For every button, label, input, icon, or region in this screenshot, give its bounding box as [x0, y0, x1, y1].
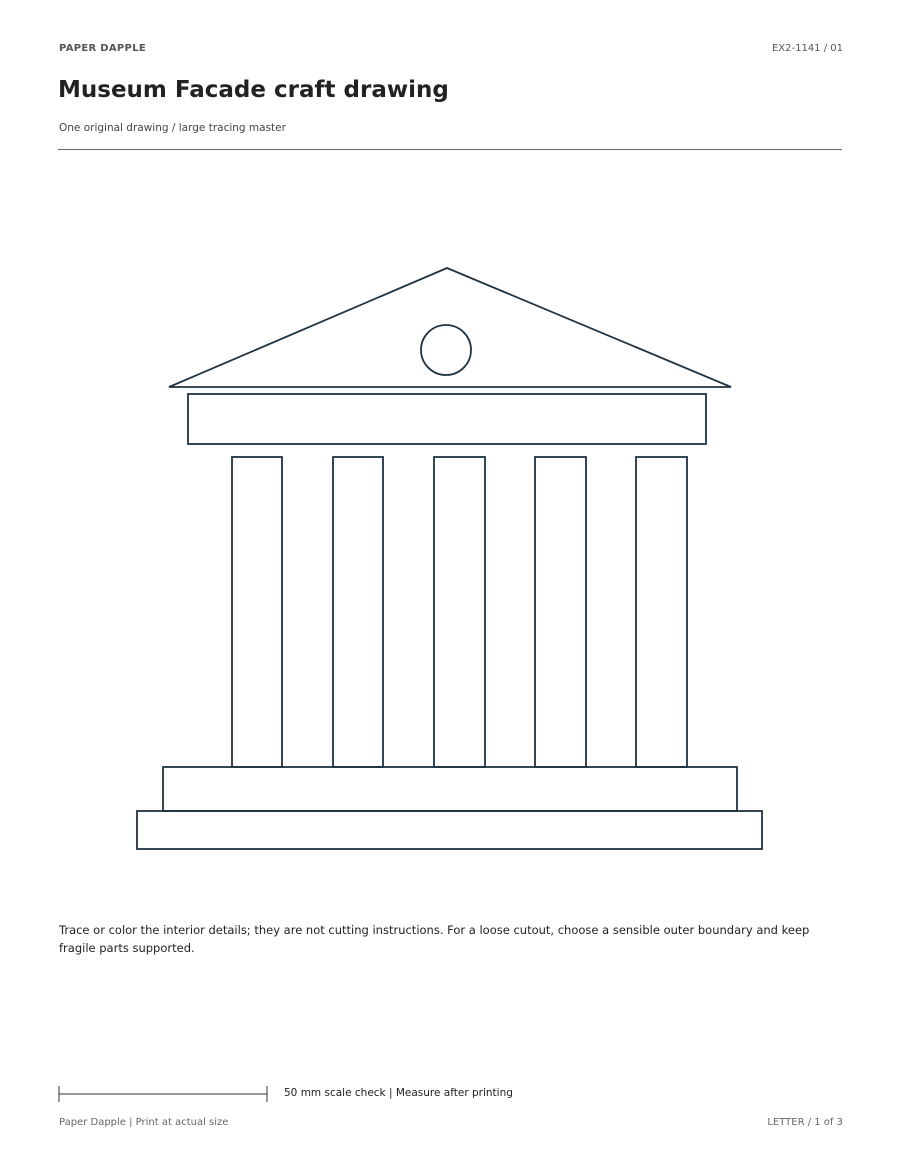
footer-left: Paper Dapple | Print at actual size [59, 1117, 229, 1128]
lower-step [137, 811, 762, 849]
page-subtitle: One original drawing / large tracing master [59, 122, 286, 134]
column [535, 457, 586, 767]
column [333, 457, 383, 767]
column [434, 457, 485, 767]
column [232, 457, 282, 767]
column [636, 457, 687, 767]
scale-bar [58, 1085, 270, 1103]
upper-step [163, 767, 737, 811]
footer-right: LETTER / 1 of 3 [767, 1117, 843, 1128]
pediment-medallion [421, 325, 471, 375]
page-title: Museum Facade craft drawing [58, 77, 449, 103]
brand-name: PAPER DAPPLE [59, 43, 146, 54]
scale-label: 50 mm scale check | Measure after printing [284, 1087, 513, 1099]
pediment [169, 268, 731, 387]
instructions-text: Trace or color the interior details; they are not cutting instructions. For a loose cutout, choose a sensible outer boundary and keep fragile parts supported. [59, 923, 810, 955]
document-id: EX2-1141 / 01 [771, 43, 843, 54]
entablature [188, 394, 706, 444]
